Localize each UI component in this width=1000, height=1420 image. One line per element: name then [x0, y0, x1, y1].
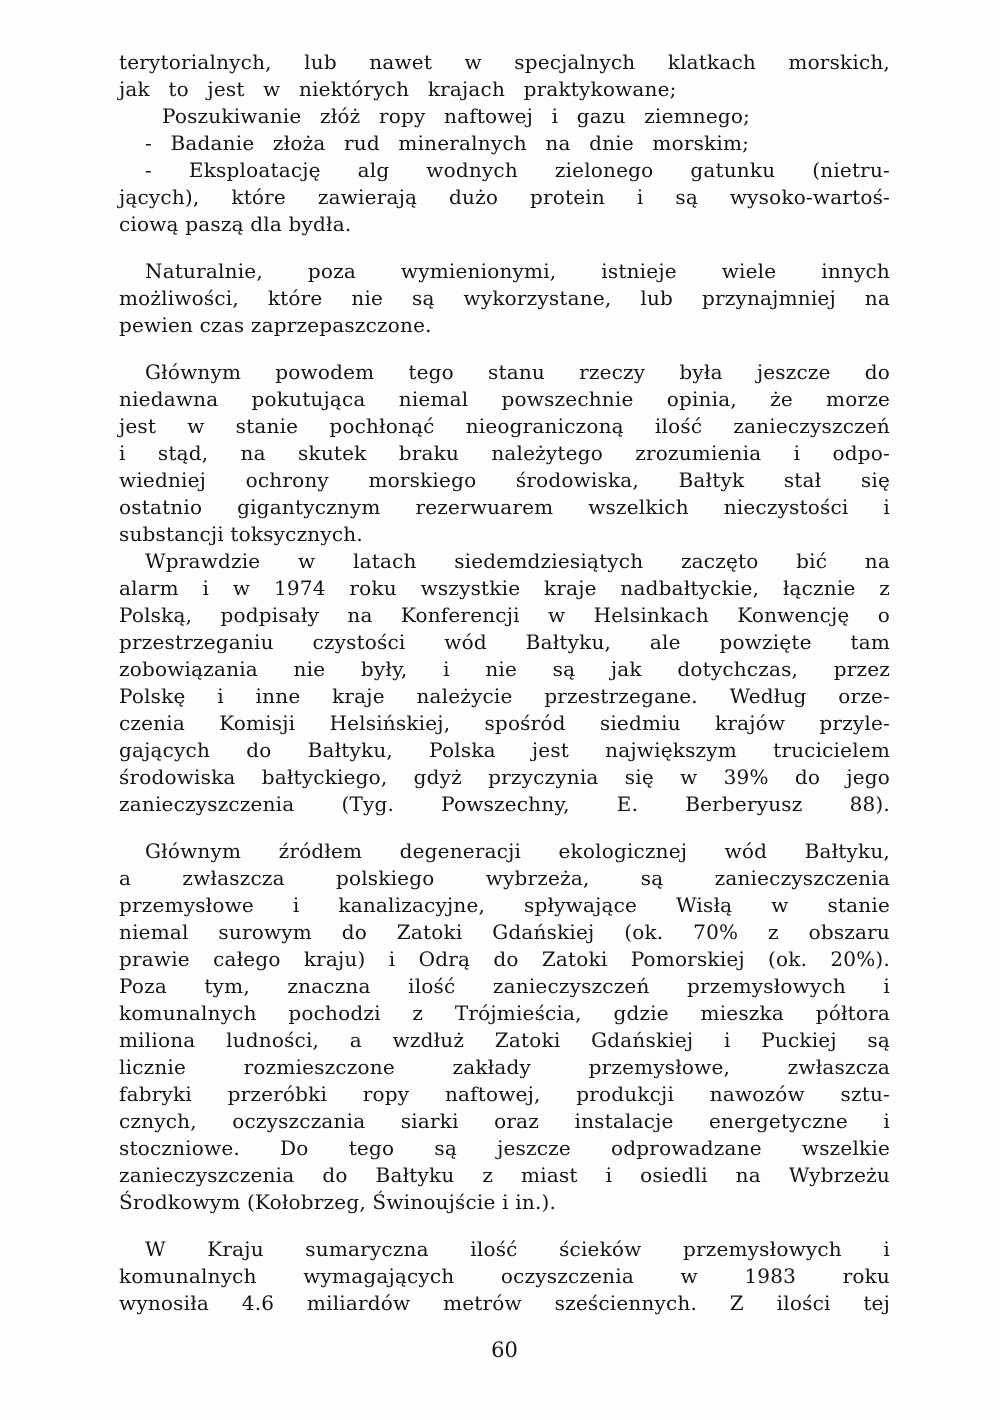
text-line: możliwości, które nie są wykorzystane, lub przynajmniej na [119, 286, 890, 310]
document-body [119, 49, 890, 1317]
text-line: niedawna pokutująca niemal powszechnie opinia, że morze [119, 387, 890, 411]
text-line: jących), które zawierają dużo protein i są wysoko-wartoś- [119, 185, 890, 209]
text-line: Polskę i inne kraje należycie przestrzegane. Według orze- [119, 684, 890, 708]
text-line: cznych, oczyszczania siarki oraz instalacje energetyczne i [119, 1109, 890, 1133]
text-line: przestrzeganiu czystości wód Bałtyku, ale powzięte tam [119, 630, 890, 654]
text-line: ciową paszą dla bydła. [119, 212, 352, 236]
text-line: przemysłowe i kanalizacyjne, spływające Wisłą w stanie [119, 893, 890, 917]
text-line: - Eksploatację alg wodnych zielonego gatunku (nietru- [145, 158, 890, 182]
text-line: jest w stanie pochłonąć nieograniczoną ilość zanieczyszczeń [119, 414, 890, 438]
text-line: Poza tym, znaczna ilość zanieczyszczeń przemysłowych i [119, 974, 890, 998]
text-line: ostatnio gigantycznym rezerwuarem wszelkich nieczystości i [119, 495, 890, 519]
text-line: Środkowym (Kołobrzeg, Świnoujście i in.). [119, 1190, 557, 1214]
paragraph [119, 1236, 890, 1317]
text-line: stoczniowe. Do tego są jeszcze odprowadzane wszelkie [119, 1136, 890, 1160]
text-line: alarm i w 1974 roku wszystkie kraje nadbałtyckie, łącznie z [119, 576, 890, 600]
page-number: 60 [491, 1338, 518, 1362]
text-line: Naturalnie, poza wymienionymi, istnieje wiele innych [145, 259, 890, 283]
text-line: terytorialnych, lub nawet w specjalnych klatkach morskich, [119, 50, 890, 74]
text-line: pewien czas zaprzepaszczone. [119, 313, 432, 337]
text-line: wiedniej ochrony morskiego środowiska, Bałtyk stał się [119, 468, 890, 492]
text-line: licznie rozmieszczone zakłady przemysłowe, zwłaszcza [119, 1055, 890, 1079]
text-line: środowiska bałtyckiego, gdyż przyczynia się w 39% do jego [119, 765, 890, 789]
paragraph [119, 359, 890, 548]
paragraph [119, 49, 890, 238]
text-line: Głównym powodem tego stanu rzeczy była jeszcze do [145, 360, 890, 384]
text-line: miliona ludności, a wzdłuż Zatoki Gdańskiej i Puckiej są [119, 1028, 890, 1052]
paragraph [119, 548, 890, 818]
text-line: zanieczyszczenia (Tyg. Powszechny, E. Berberyusz 88). [119, 792, 890, 816]
text-line: prawie całego kraju) i Odrą do Zatoki Pomorskiej (ok. 20%). [119, 947, 890, 971]
text-line: zobowiązania nie były, i nie są jak dotychczas, przez [119, 657, 890, 681]
text-line: gających do Bałtyku, Polska jest największym trucicielem [119, 738, 890, 762]
text-line: fabryki przeróbki ropy naftowej, produkcji nawozów sztu- [119, 1082, 890, 1106]
text-line: substancji toksycznych. [119, 522, 363, 546]
text-line: Głównym źródłem degeneracji ekologicznej wód Bałtyku, [145, 839, 890, 863]
text-line: niemal surowym do Zatoki Gdańskiej (ok. 70% z obszaru [119, 920, 890, 944]
text-line: czenia Komisji Helsińskiej, spośród siedmiu krajów przyle- [119, 711, 890, 735]
text-line: zanieczyszczenia do Bałtyku z miast i osiedli na Wybrzeżu [119, 1163, 890, 1187]
paragraph [119, 258, 890, 339]
text-line: komunalnych wymagających oczyszczenia w 1983 roku [119, 1264, 890, 1288]
paragraph [119, 838, 890, 1216]
text-line: Polską, podpisały na Konferencji w Helsinkach Konwencję o [119, 603, 890, 627]
text-line: jak to jest w niektórych krajach praktykowane; [119, 77, 677, 101]
text-line: a zwłaszcza polskiego wybrzeża, są zanieczyszczenia [119, 866, 890, 890]
text-line: wynosiła 4.6 miliardów metrów sześciennych. Z ilości tej [119, 1291, 890, 1315]
text-line: - Badanie złoża rud mineralnych na dnie morskim; [145, 131, 750, 155]
text-line: i stąd, na skutek braku należytego zrozumienia i odpo- [119, 441, 890, 465]
text-line: Wprawdzie w latach siedemdziesiątych zaczęto bić na [145, 549, 890, 573]
text-line: komunalnych pochodzi z Trójmieścia, gdzie mieszka półtora [119, 1001, 890, 1025]
text-line: W Kraju sumaryczna ilość ścieków przemysłowych i [145, 1237, 890, 1261]
text-line: Poszukiwanie złóż ropy naftowej i gazu ziemnego; [162, 104, 751, 128]
